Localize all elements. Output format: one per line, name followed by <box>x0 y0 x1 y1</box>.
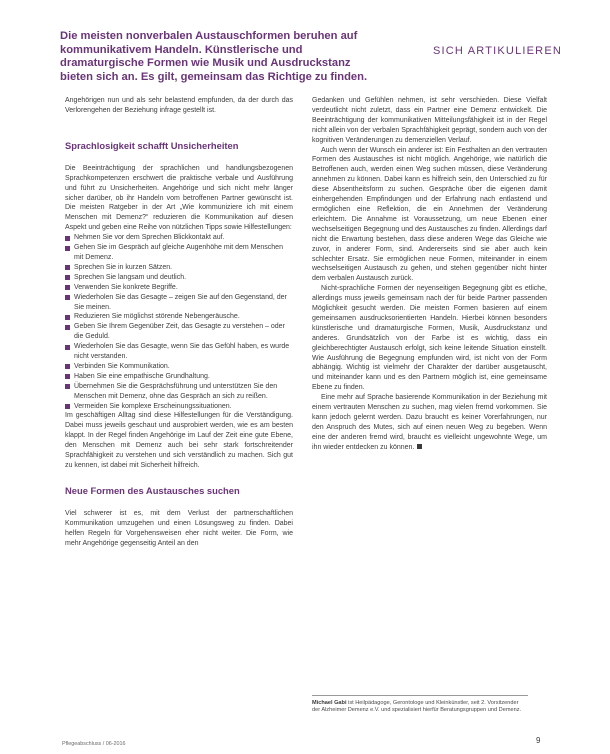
tip-list-item <box>65 342 293 362</box>
end-of-article-icon <box>417 444 422 449</box>
tip-list-item <box>65 233 293 243</box>
author-name: Michael Gabi <box>312 700 347 706</box>
header-lead-text: Die meisten nonverbalen Austauschformen beruhen auf kommunikativem Handeln. Künstlerische und dramaturgische Formen wie Musik und Ausdruckstanz bieten sich an. Es gilt, gemeinsam das Richtige zu finden. <box>60 30 368 83</box>
subheading-sprachlosigkeit: Sprachlosigkeit schafft Unsicherheiten <box>65 139 239 151</box>
tip-text: Sprechen Sie langsam und deutlich. <box>74 273 187 281</box>
tip-text: Übernehmen Sie die Gesprächsführung und unterstützen Sie den Menschen mit Demenz, ohne das Gespräch an sich zu reißen. <box>74 382 278 400</box>
tip-text: Gehen Sie im Gespräch auf gleiche Augenhöhe mit dem Menschen mit Demenz. <box>74 244 283 261</box>
tip-text: Wiederholen Sie das Gesagte – zeigen Sie auf den Gegenstand, der Sie meinen. <box>74 293 287 311</box>
intro-paragraph: Angehörigen nun und als sehr belastend empfunden, da der durch das Verlorengehen der Beziehung infrage gestellt ist. <box>65 97 293 114</box>
square-bullet-icon <box>65 404 70 409</box>
body-paragraph: Auch wenn der Wunsch ein anderer ist: Ein Festhalten an den vertrauten Formen des Austausches ist nicht möglich. Angehörige, wie natürlich die Betroffenen auch, werden einen Weg suchen müssen, diese Veränderung annehmen zu können. Dabei kann es hilfreich sein, den Unterschied zu für diese Absentheitsform zu suchen. Gespräche über die eigenen damit einhergehenden Empfindungen und der Erfahrung nach entlastend und ermöglichen eine Reflektion, die ein Annehmen der Veränderung erleichtern. Die Annahme ist Voraussetzung, um neue Ebenen einer wechselseitigen Begegnung und des Austausches zu finden. Allerdings darf nicht die Erwartung bestehen, dass diese anderen Wege das Gleiche wie zuvor, in anderer Form, sind. Andererseits sind sie aber auch kein schlechter Ersatz. Sie ermöglichen neue Formen, miteinander in einem wechselseitigen Austausch zu gehen, und stehen gegenüber nicht hinter dem verbalen Austausch zurück. <box>312 146 547 283</box>
tip-list-item <box>65 293 293 313</box>
body-paragraph: Die Beeinträchtigung der sprachlichen und handlungsbezogenen Sprachkompetenzen erschwert die praktische verbale und Ausführung und führt zu Unsicherheiten. Angehörige und sich nicht mehr länger sicher darüber, ob ihr Handeln vom betroffenen Partner gewünscht ist. Die meisten Ratgeber in der Art „Wie kommuniziere ich mit einem Menschen mit Demenz?“ reduzieren die Kommunikation auf diesen Aspekt und geben eine Reihe von nützlichen Tipps sowie Hilfestellungen: <box>65 164 293 232</box>
square-bullet-icon <box>65 285 70 290</box>
square-bullet-icon <box>65 275 70 280</box>
tip-text: Wiederholen Sie das Gesagte, wenn Sie das Gefühl haben, es wurde nicht verstanden. <box>74 343 290 361</box>
tip-text: Nehmen Sie vor dem Sprechen Blickkontakt auf. <box>74 234 225 242</box>
tip-text: Verbinden Sie Kommunikation. <box>74 362 170 370</box>
left-column <box>65 96 293 549</box>
body-paragraph: Nicht-sprachliche Formen der neyenseitigen Begegnung gibt es etliche, allerdings muss jeweils gemeinsam nach der für beide Partner passenden Möglichkeit gesucht werden. Die meisten Formen basieren auf einem gemeinsamen ausdrucksorientierten Handeln. Hierbei können besonders künstlerische und dramaturgische Formen, Musik, Ausdruckstanz und anderes. Grundsätzlich von der Farbe ist es wichtig, dass ein gleichberechtigter Austausch erfolgt, sich keine leitende Situation einstellt. Wie Ausführung die Begegnung empfunden wird, ist nicht von der Form abhängig. Wichtig ist vielmehr der Charakter der darüber ausgetauscht, und miteinander kann und es den Partnern möglich ist, eine gemeinsame Ebene zu finden. <box>312 285 547 392</box>
subheading-neue-formen: Neue Formen des Austausches suchen <box>65 484 240 496</box>
closing-text: Eine mehr auf Sprache basierende Kommunikation in der Beziehung mit einem vertrauten Menschen zu suchen, mag vielen fremd vorkommen. Sie kann jedoch gelernt werden. Dazu braucht es keiner Vorerfahrungen, nur den Anspruch des Mutes, sich auf einen neuen Weg zu begeben. Wenn eine der anderen fremd wird, braucht es vielleicht ungewohnte Wege, um ihn wieder entdecken zu können. <box>312 394 547 451</box>
square-bullet-icon <box>65 315 70 320</box>
tip-text: Reduzieren Sie möglichst störende Nebengeräusche. <box>74 313 240 321</box>
square-bullet-icon <box>65 364 70 369</box>
tip-list-item <box>65 372 293 382</box>
tips-list <box>65 233 293 411</box>
square-bullet-icon <box>65 236 70 241</box>
body-paragraph: Gedanken und Gefühlen nehmen, ist sehr verschieden. Diese Vielfalt verdeutlicht nicht zuletzt, dass ein Partner eine Demenz entwickelt. Die Beeinträchtigung der kommunikativen Mitteilungsfähigkeit ist in der Regel nicht allein von der verbalen Sprachfähigkeit geprägt, sondern auch von der kognitiven Veränderungen zu demenziellen Verlauf. <box>312 97 547 144</box>
tip-text: Sprechen Sie in kurzen Sätzen. <box>74 263 173 271</box>
tip-text: Verwenden Sie konkrete Begriffe. <box>74 283 178 291</box>
tip-list-item <box>65 283 293 293</box>
tip-text: Geben Sie Ihrem Gegenüber Zeit, das Gesagte zu verstehen – oder die Geduld. <box>74 323 285 341</box>
closing-paragraph <box>312 393 547 452</box>
tip-list-item <box>65 263 293 273</box>
square-bullet-icon <box>65 345 70 350</box>
tip-list-item <box>65 273 293 283</box>
tip-list-item <box>65 402 293 412</box>
body-paragraph: Im geschäftigen Alltag sind diese Hilfestellungen für die Verständigung. Dabei muss jeweils geschaut und ausprobiert werden, wie es am besten klappt. In der Regel finden Angehörige im Lauf der Zeit eine gute Ebene, den Menschen mit Demenz auch bei sehr stark fortschreitender Sprachfähigkeit zu verstehen und sich verständlich zu machen. Sich gut zu kennen, ist dabei mit Sicherheit hilfreich. <box>65 412 293 469</box>
tip-list-item <box>65 243 293 263</box>
tip-text: Haben Sie eine empathische Grundhaltung. <box>74 372 210 380</box>
tip-list-item <box>65 382 293 402</box>
tip-text: Vermeiden Sie komplexe Erscheinungssituationen. <box>74 402 232 410</box>
tip-list-item <box>65 362 293 372</box>
square-bullet-icon <box>65 265 70 270</box>
author-bio <box>312 695 528 715</box>
section-label: SICH ARTIKULIEREN <box>433 45 563 57</box>
square-bullet-icon <box>65 384 70 389</box>
square-bullet-icon <box>65 246 70 251</box>
right-column <box>312 96 547 453</box>
author-bio-text: ist Heilpädagoge, Gerontologe und Kleinkünstler, seit 2. Vorsitzender der Alzheimer Demenz e.V. und spezialisiert hierfür Beratungsgruppen und Demenz. <box>312 700 522 714</box>
tip-list-item <box>65 322 293 342</box>
page-number: 9 <box>536 736 541 745</box>
square-bullet-icon <box>65 325 70 330</box>
square-bullet-icon <box>65 295 70 300</box>
footer-publication: Pflegeabschluss / 06-2016 <box>62 741 126 747</box>
tip-list-item <box>65 312 293 322</box>
square-bullet-icon <box>65 374 70 379</box>
body-paragraph: Viel schwerer ist es, mit dem Verlust der partnerschaftlichen Kommunikation umzugehen und einen Lösungsweg zu finden. Dabei helfen Regeln für Vorgehensweisen eher nicht weiter. Die Form, wie mehr Angehörige gegenseitig Anteil an den <box>65 509 293 547</box>
